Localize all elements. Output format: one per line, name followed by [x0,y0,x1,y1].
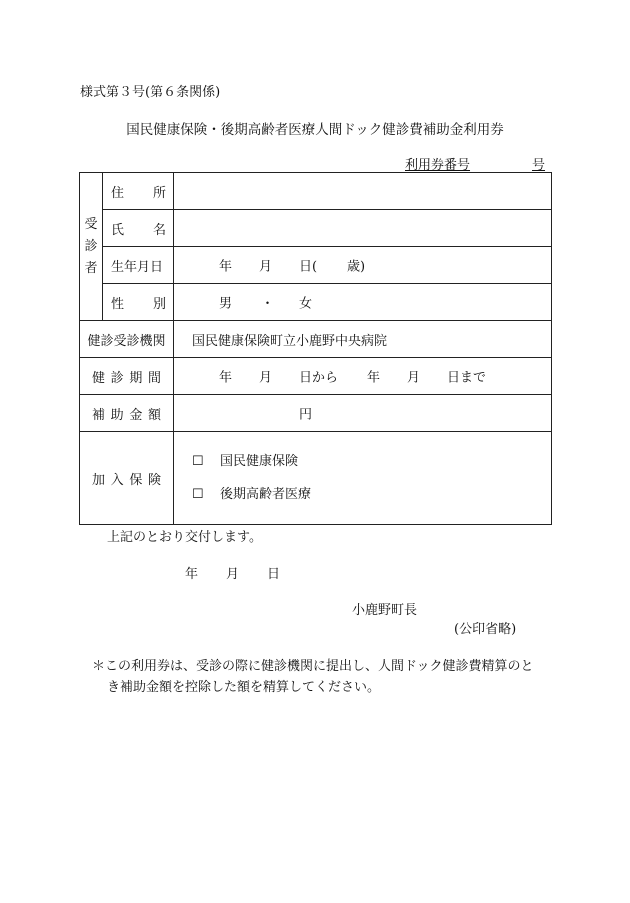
amount-field[interactable]: 円 [174,395,552,432]
birthdate-label: 生年月日 [103,247,174,284]
sex-male[interactable]: 男 [219,296,233,312]
sex-field[interactable]: 男 ・ 女 [174,284,552,321]
insurance-label: 加 入 保 険 [80,432,174,525]
option-national-health-insurance[interactable]: ☐ 国民健康保険 [192,445,551,478]
seal-omitted-note: (公印省略) [454,622,517,637]
ticket-number-label: 利用券番号 [405,158,471,173]
name-row [80,210,552,247]
option-late-elderly-medical[interactable]: ☐ 後期高齢者医療 [192,478,551,511]
issue-date-day: 日 [267,567,281,582]
name-label: 氏 名 [103,210,174,247]
sex-label: 性 別 [103,284,174,321]
issued-statement: 上記のとおり交付します。 [107,530,262,545]
ticket-number-field [405,154,545,173]
address-label: 住 所 [103,173,174,210]
issue-date-year: 年 [185,567,199,582]
form-number: 様式第３号(第６条関係) [80,85,221,100]
insurance-options [174,432,552,525]
examinee-group-label: 受 診 者 [80,173,103,321]
checkbox-icon[interactable]: ☐ [192,487,204,502]
institution-row [80,321,552,358]
institution-value: 国民健康保険町立小鹿野中央病院 [174,321,552,358]
usage-note-line-1: ＊この利用券は、受診の際に健診機関に提出し、人間ドック健診費精算のと [92,659,534,674]
address-row [80,173,552,210]
usage-note [92,656,562,698]
examinee-form-table [79,172,552,525]
document-title: 国民健康保険・後期高齢者医療人間ドック健診費補助金利用券 [126,122,504,138]
period-row [80,358,552,395]
sex-row [80,284,552,321]
issue-date-month: 月 [226,567,240,582]
mayor-title: 小鹿野町長 [352,603,418,618]
amount-label: 補 助 金 額 [80,395,174,432]
insurance-row [80,432,552,525]
ticket-number-suffix: 号 [532,158,546,173]
period-label: 健 診 期 間 [80,358,174,395]
usage-note-line-2: き補助金額を控除した額を精算してください。 [107,680,381,695]
institution-label: 健診受診機関 [80,321,174,358]
sex-female[interactable]: 女 [299,296,313,312]
address-field[interactable] [174,173,552,210]
amount-row [80,395,552,432]
checkbox-icon[interactable]: ☐ [192,454,204,469]
name-field[interactable] [174,210,552,247]
birthdate-field[interactable]: 年 月 日( 歳) [174,247,552,284]
birthdate-row [80,247,552,284]
period-field[interactable]: 年 月 日から 年 月 日まで [174,358,552,395]
